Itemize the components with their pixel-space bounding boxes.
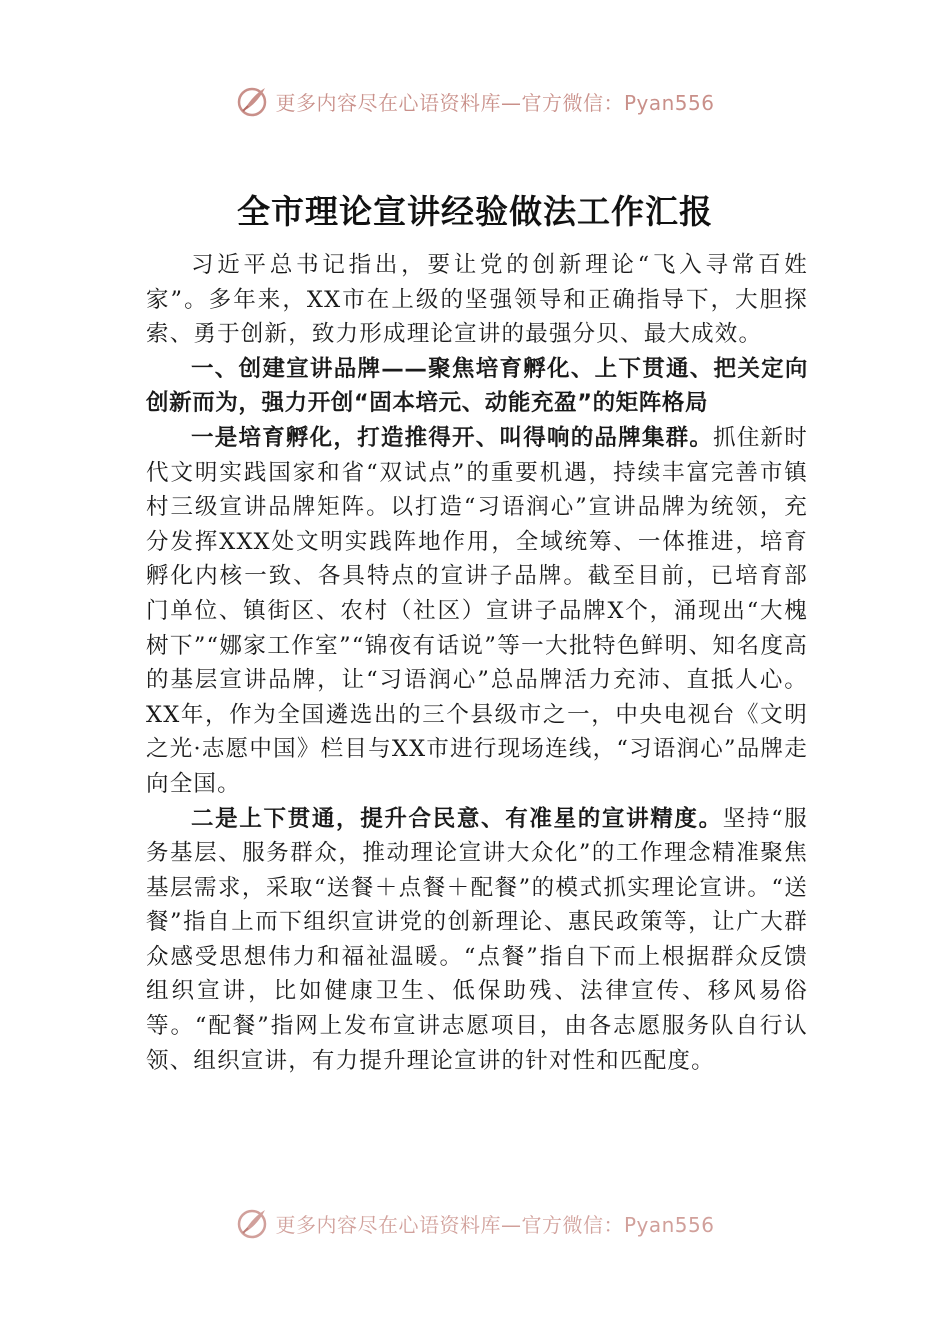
document-body	[146, 248, 808, 1078]
paragraph-2	[146, 802, 808, 1079]
document-title: 全市理论宣讲经验做法工作汇报	[237, 192, 713, 231]
watermark-text: 更多内容尽在心语资料库—官方微信：Pyan556	[275, 1212, 715, 1237]
quill-logo-icon	[235, 84, 269, 118]
paragraph-2-lead: 二是上下贯通，提升合民意、有准星的宣讲精度。	[191, 805, 723, 832]
quill-logo-icon	[235, 1206, 269, 1240]
watermark-footer	[0, 1206, 950, 1240]
paragraph-1	[146, 421, 808, 802]
intro-paragraph: 习近平总书记指出，要让党的创新理论“飞入寻常百姓家”。多年来，XX市在上级的坚强领导和正确指导下，大胆探索、勇于创新，致力形成理论宣讲的最强分贝、最大成效。	[146, 252, 808, 348]
watermark-text: 更多内容尽在心语资料库—官方微信：Pyan556	[275, 90, 715, 115]
paragraph-2-body: 坚持“服务基层、服务群众，推动理论宣讲大众化”的工作理念精准聚焦基层需求，采取“送餐＋点餐＋配餐”的模式抓实理论宣讲。“送餐”指自上而下组织宣讲党的创新理论、惠民政策等，让广大群众感受思想伟力和福祉温暖。“点餐”指自下而上根据群众反馈组织宣讲，比如健康卫生、低保助残、法律宣传、移风易俗等。“配餐”指网上发布宣讲志愿项目，由各志愿服务队自行认领、组织宣讲，有力提升理论宣讲的针对性和匹配度。	[146, 805, 808, 1074]
paragraph-1-body: 抓住新时代文明实践国家和省“双试点”的重要机遇，持续丰富完善市镇村三级宣讲品牌矩阵。以打造“习语润心”宣讲品牌为统领，充分发挥XXX处文明实践阵地作用，全域统筹、一体推进，培育孵化内核一致、各具特点的宣讲子品牌。截至目前，已培育部门单位、镇街区、农村（社区）宣讲子品牌X个，涌现出“大槐树下”“娜家工作室”“锦夜有话说”等一大批特色鲜明、知名度高的基层宣讲品牌，让“习语润心”总品牌活力充沛、直抵人心。XX年，作为全国遴选出的三个县级市之一，中央电视台《文明之光·志愿中国》栏目与XX市进行现场连线，“习语润心”品牌走向全国。	[146, 424, 808, 797]
section-heading-1: 一、创建宣讲品牌——聚焦培育孵化、上下贯通、把关定向创新而为，强力开创“固本培元、动能充盈”的矩阵格局	[146, 355, 808, 417]
paragraph-1-lead: 一是培育孵化，打造推得开、叫得响的品牌集群。	[191, 424, 714, 451]
watermark-header	[0, 84, 950, 118]
